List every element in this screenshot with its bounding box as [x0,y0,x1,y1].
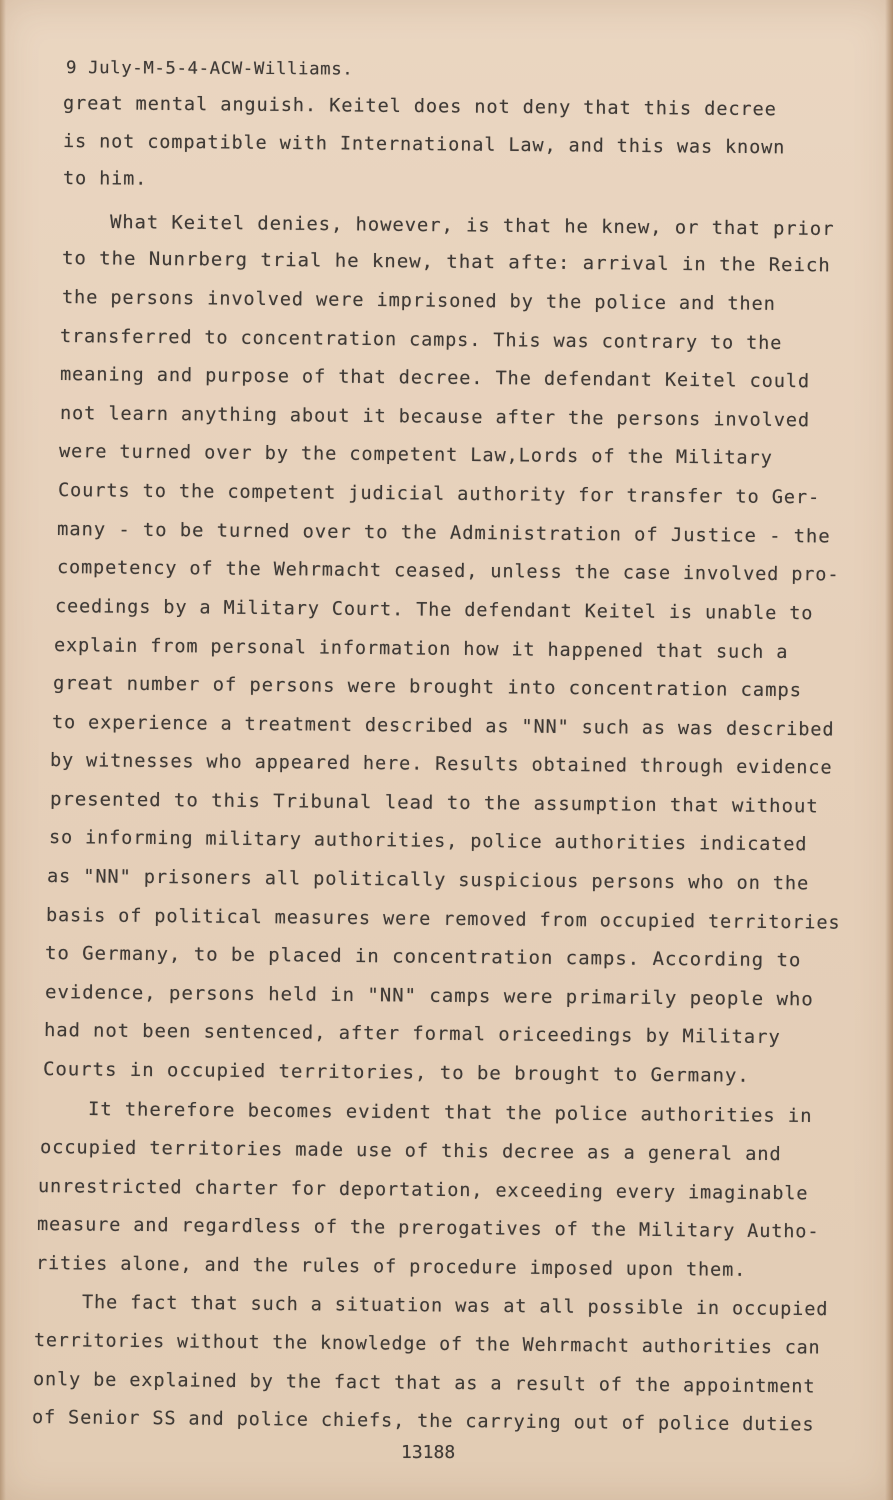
document-header: 9 July-M-5-4-ACW-Williams. [65,58,354,80]
text-line: so informing military authorities, police authorities indicated [48,827,808,856]
text-line: transferred to concentration camps. This was contrary to the [59,326,783,354]
page-edge-right [885,0,893,1500]
text-line: great mental anguish. Keitel does not deny that this decree [62,93,777,121]
text-line: ceedings by a Military Court. The defendant Keitel is unable to [54,596,814,625]
text-line: the persons involved were imprisoned by the police and then [61,287,776,315]
text-line: territories without the knowledge of the Wehrmacht authorities can [33,1330,821,1359]
text-line: to him. [62,168,148,190]
text-line: basis of political measures were removed from occupied territories [45,905,841,934]
text-line: explain from personal information how it happened that such a [53,635,789,664]
text-line: evidence, persons held in "NN" camps were primarily people who [44,982,814,1011]
text-line: by witnesses who appeared here. Results obtained through evidence [49,750,833,779]
text-line: as "NN" prisoners all politically suspicious persons who on the [46,866,810,895]
text-line: had not been sentenced, after formal oriceedings by Military [43,1020,781,1049]
text-line: of Senior SS and police chiefs, the carrying out of police duties [31,1407,815,1436]
text-line: The fact that such a situation was at all possible in occupied [81,1292,829,1321]
text-line: is not compatible with International Law, and this was known [62,131,786,159]
text-line: It therefore becomes evident that the police authorities in [87,1099,813,1127]
text-line: occupied territories made use of this decree as a general and [39,1137,782,1166]
text-line: Courts to the competent judicial authority for transfer to Ger- [57,480,821,509]
text-line: great number of persons were brought into concentration camps [52,673,803,702]
text-line: measure and regardless of the prerogatives of the Military Autho- [36,1214,820,1243]
text-line: not learn anything about it because after the persons involved [59,403,811,432]
text-line: to experience a treatment described as "NN" such as was described [51,712,835,741]
text-line: unrestricted charter for deportation, exceeding every imaginable [37,1176,809,1205]
text-line: only be explained by the fact that as a result of the appointment [32,1369,816,1398]
text-line: to the Nunrberg trial he knew, that afte: arrival in the Reich [61,248,831,277]
text-line: rities alone, and the rules of procedure imposed upon them. [35,1253,747,1281]
text-line: to Germany, to be placed in concentration camps. According to [44,943,802,972]
text-line: presented to this Tribunal lead to the assumption that without [49,789,819,818]
text-line: Courts in occupied territories, to be brought to Germany. [42,1059,750,1087]
text-line: meaning and purpose of that decree. The defendant Keitel could [59,364,811,393]
page-number: 13188 [401,1442,456,1463]
text-line: many - to be turned over to the Administration of Justice - the [56,519,831,548]
page-edge-left [0,0,6,1500]
text-line: What Keitel denies, however, is that he knew, or that prior [109,212,835,240]
text-line: competency of the Wehrmacht ceased, unless the case involved pro- [56,557,840,586]
text-line: were turned over by the competent Law,Lords of the Military [58,441,773,469]
